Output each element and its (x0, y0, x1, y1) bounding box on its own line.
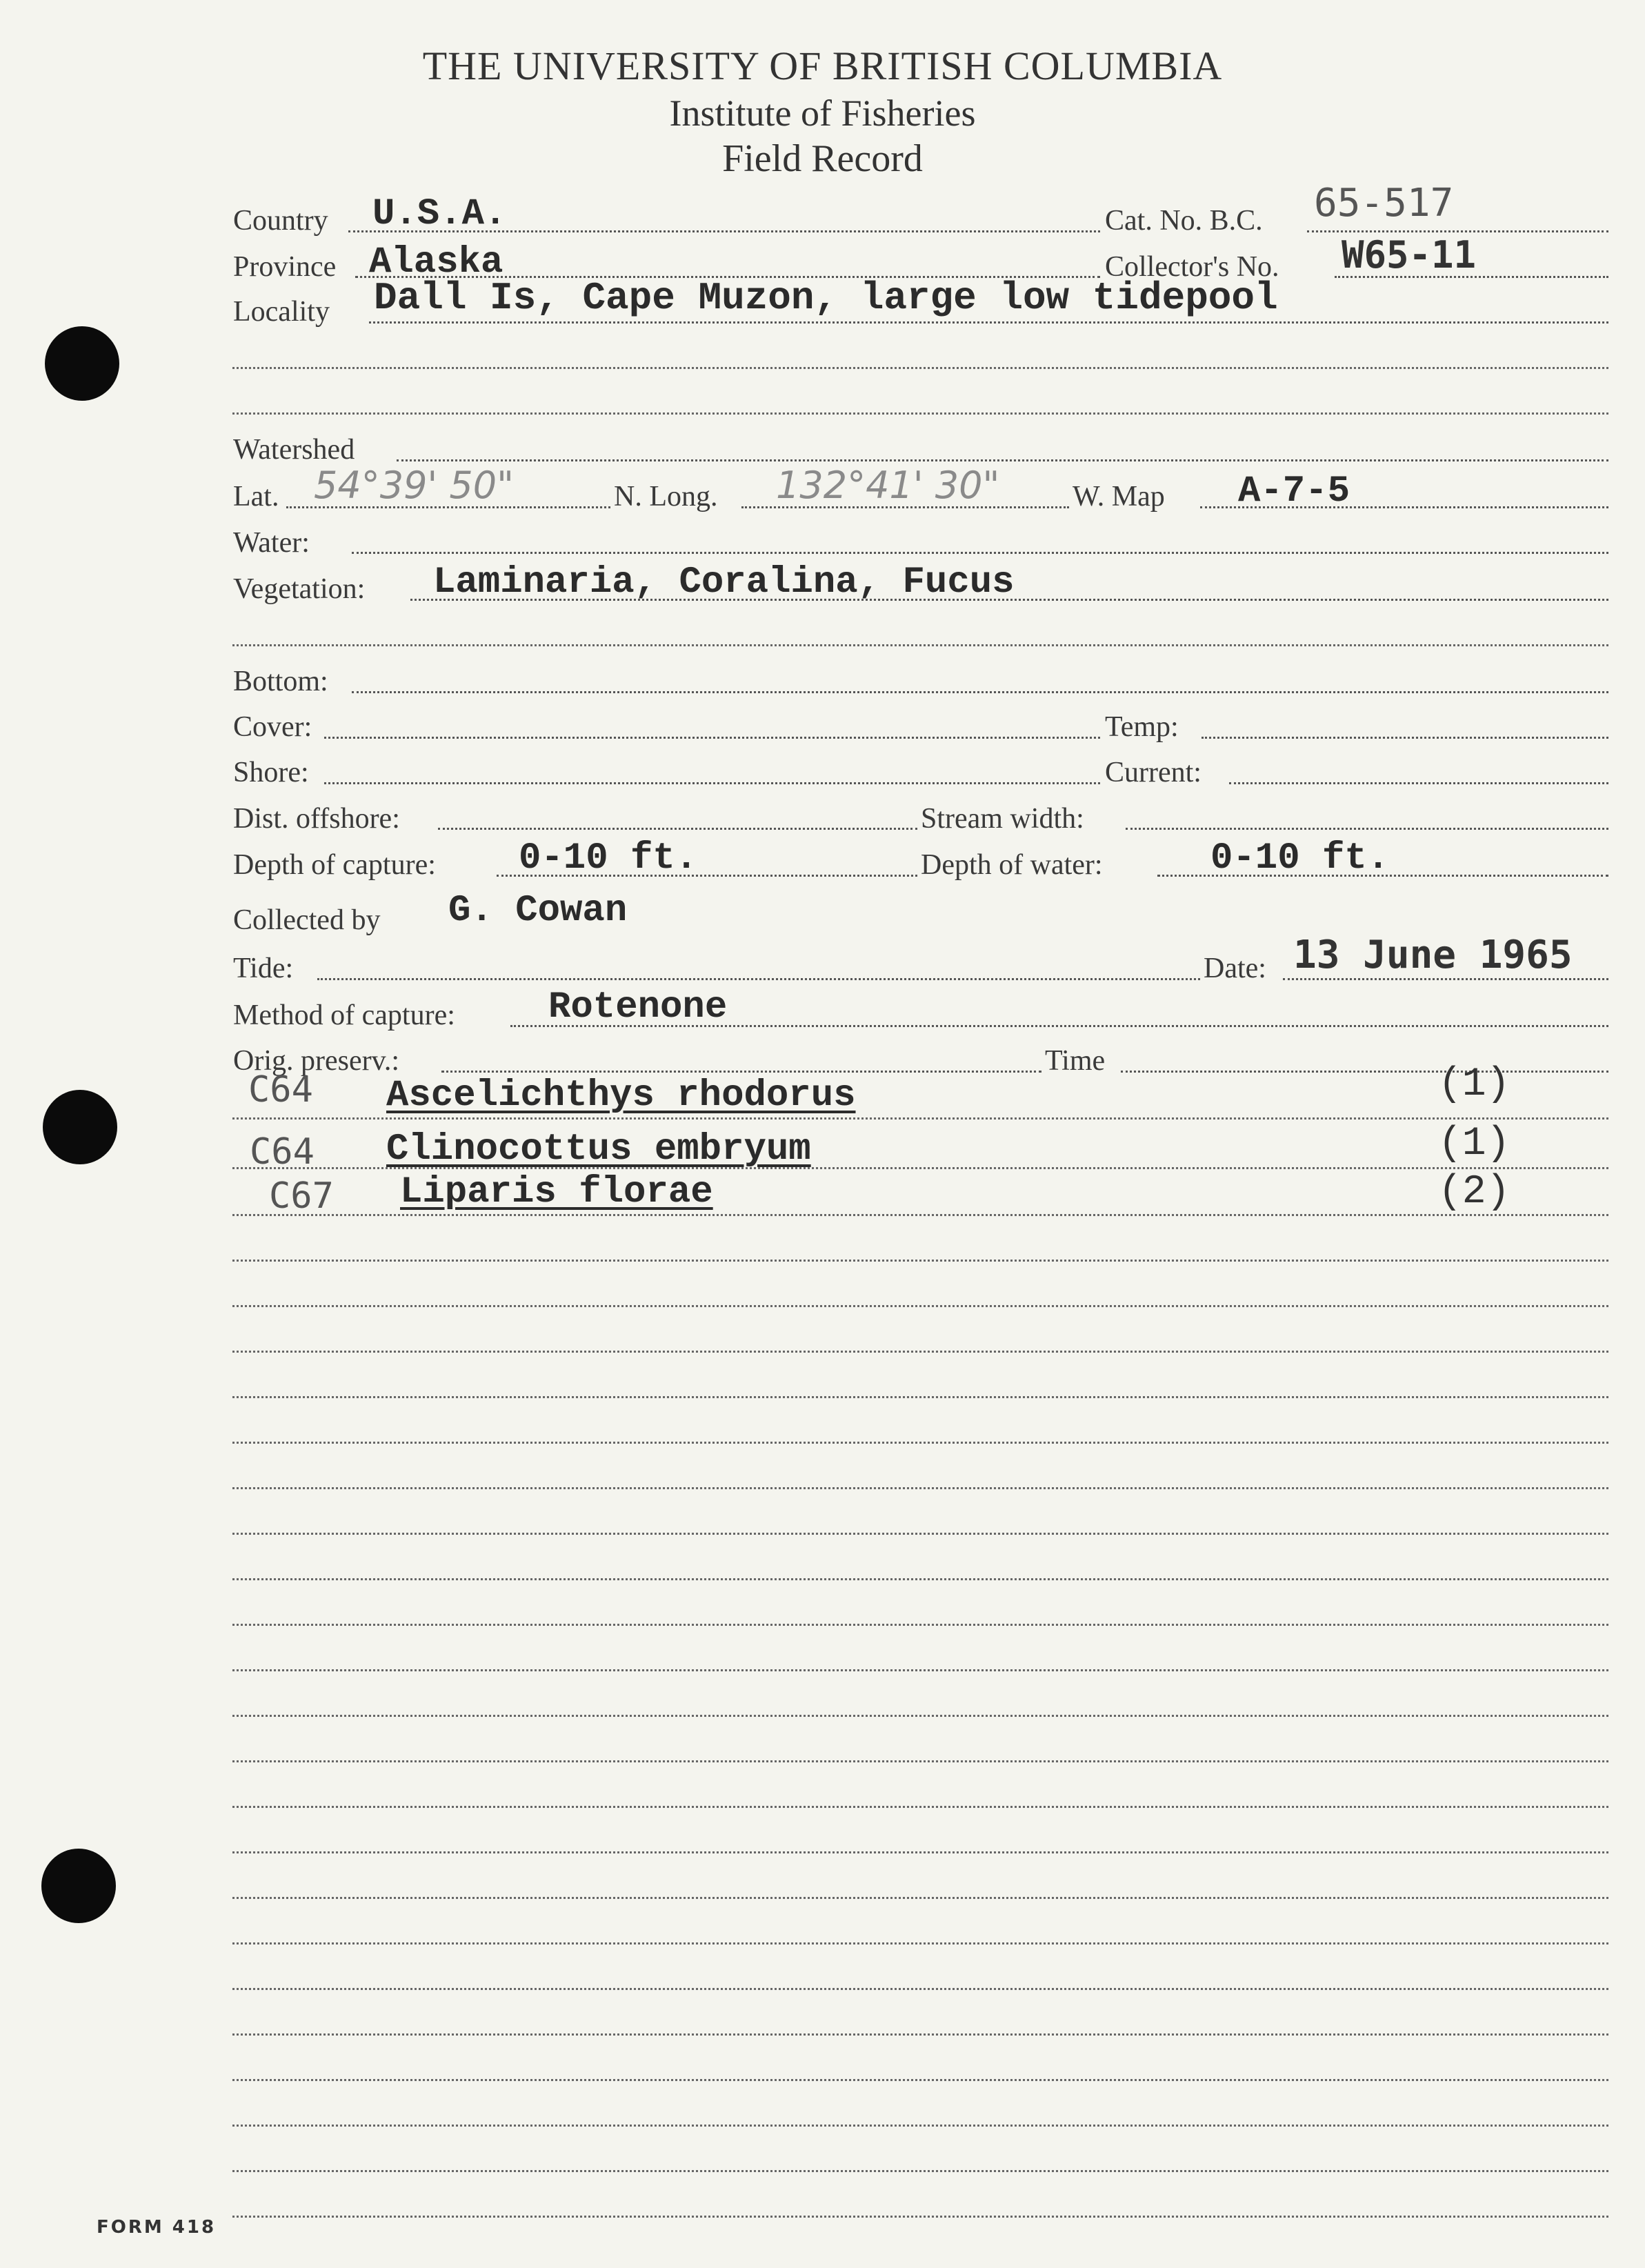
locality-line (369, 321, 1608, 324)
watershed-label: Watershed (233, 434, 355, 466)
tide-label: Tide: (233, 953, 294, 984)
date-value: 13 June 1965 (1293, 933, 1573, 977)
punch-hole-middle (43, 1090, 117, 1164)
specimen-count: (2) (1438, 1170, 1511, 1215)
method-label: Method of capture: (233, 999, 455, 1031)
blank-line (232, 1624, 1608, 1626)
time-label: Time (1045, 1045, 1106, 1077)
orig-preserv-label: Orig. preserv.: (233, 1045, 400, 1077)
locality-line-2 (232, 367, 1608, 369)
temp-label: Temp: (1105, 711, 1179, 743)
country-value: U.S.A. (372, 193, 507, 235)
long-value: 132°41' 30" (776, 464, 1000, 507)
depth-capture-value: 0-10 ft. (519, 837, 698, 879)
map-label: W. Map (1073, 481, 1165, 513)
specimen-code: C67 (269, 1175, 334, 1217)
blank-line (232, 1988, 1608, 1990)
current-line (1229, 782, 1608, 784)
blank-line (232, 2125, 1608, 2127)
blank-line (232, 1851, 1608, 1853)
current-label: Current: (1105, 757, 1202, 788)
locality-label: Locality (233, 296, 330, 328)
stream-width-line (1126, 828, 1608, 830)
depth-capture-label: Depth of capture: (233, 849, 436, 881)
stream-width-label: Stream width: (921, 803, 1084, 835)
specimen-name: Ascelichthys rhodorus (386, 1075, 856, 1117)
specimen-name: Clinocottus embryum (386, 1128, 811, 1171)
specimen-name: Liparis florae (400, 1171, 713, 1213)
watershed-line (397, 459, 1608, 461)
blank-line (232, 2033, 1608, 2036)
method-value: Rotenone (548, 986, 728, 1028)
specimen-count: (1) (1438, 1122, 1511, 1166)
blank-line (232, 1351, 1608, 1353)
country-label: Country (233, 205, 328, 237)
blank-line (232, 2216, 1608, 2218)
water-label: Water: (233, 527, 310, 559)
lat-value: 54°39' 50" (314, 464, 514, 507)
map-value: A-7-5 (1238, 470, 1350, 513)
time-line (1121, 1071, 1608, 1073)
blank-line (232, 1305, 1608, 1307)
date-line (1283, 978, 1608, 980)
water-line (352, 552, 1608, 554)
cat-no-line (1307, 230, 1608, 232)
specimen-code: C64 (250, 1131, 315, 1173)
cat-no-value: 65-517 (1314, 181, 1454, 226)
blank-line (232, 1396, 1608, 1398)
punch-hole-bottom (41, 1849, 116, 1923)
specimen-code: C64 (248, 1069, 313, 1111)
shore-label: Shore: (233, 757, 309, 788)
depth-water-label: Depth of water: (921, 849, 1103, 881)
dist-offshore-label: Dist. offshore: (233, 803, 400, 835)
date-label: Date: (1204, 953, 1266, 984)
province-label: Province (233, 251, 337, 283)
collected-by-label: Collected by (233, 904, 381, 936)
tide-line (317, 978, 1200, 980)
specimen-line-1 (232, 1117, 1608, 1120)
locality-line-3 (232, 412, 1608, 415)
collector-no-label: Collector's No. (1105, 251, 1279, 283)
orig-preserv-line (441, 1071, 1041, 1073)
bottom-line (352, 691, 1608, 693)
blank-line (232, 2079, 1608, 2081)
temp-line (1202, 737, 1608, 739)
specimen-line-3 (232, 1214, 1608, 1216)
specimen-line-2 (232, 1167, 1608, 1169)
long-label: N. Long. (614, 481, 718, 513)
record-title: Field Record (722, 137, 923, 180)
locality-value: Dall Is, Cape Muzon, large low tidepool (374, 276, 1278, 320)
province-value: Alaska (369, 241, 504, 284)
blank-line (232, 1669, 1608, 1671)
form-number: FORM 418 (97, 2217, 217, 2238)
blank-line (232, 1897, 1608, 1899)
vegetation-line-2 (232, 644, 1608, 646)
blank-line (232, 1442, 1608, 1444)
cover-line (324, 737, 1100, 739)
punch-hole-top (45, 326, 119, 401)
blank-line (232, 1715, 1608, 1717)
blank-line (232, 1578, 1608, 1580)
specimen-count: (1) (1438, 1062, 1511, 1107)
blank-line (232, 1533, 1608, 1535)
university-title: THE UNIVERSITY OF BRITISH COLUMBIA (422, 43, 1223, 88)
collected-by-value: G. Cowan (448, 890, 628, 932)
cat-no-label: Cat. No. B.C. (1105, 205, 1263, 237)
blank-line (232, 1760, 1608, 1762)
blank-line (232, 1942, 1608, 1944)
lat-label: Lat. (233, 481, 279, 513)
dist-offshore-line (438, 828, 917, 830)
bottom-label: Bottom: (233, 666, 328, 697)
blank-line (232, 1487, 1608, 1489)
blank-line (232, 1260, 1608, 1262)
shore-line (324, 782, 1100, 784)
institute-title: Institute of Fisheries (669, 92, 976, 134)
cover-label: Cover: (233, 711, 312, 743)
collector-no-value: W65-11 (1342, 233, 1477, 277)
depth-water-value: 0-10 ft. (1210, 837, 1390, 879)
blank-line (232, 1806, 1608, 1808)
vegetation-label: Vegetation: (233, 573, 366, 605)
blank-line (232, 2170, 1608, 2172)
vegetation-value: Laminaria, Coralina, Fucus (433, 561, 1015, 604)
